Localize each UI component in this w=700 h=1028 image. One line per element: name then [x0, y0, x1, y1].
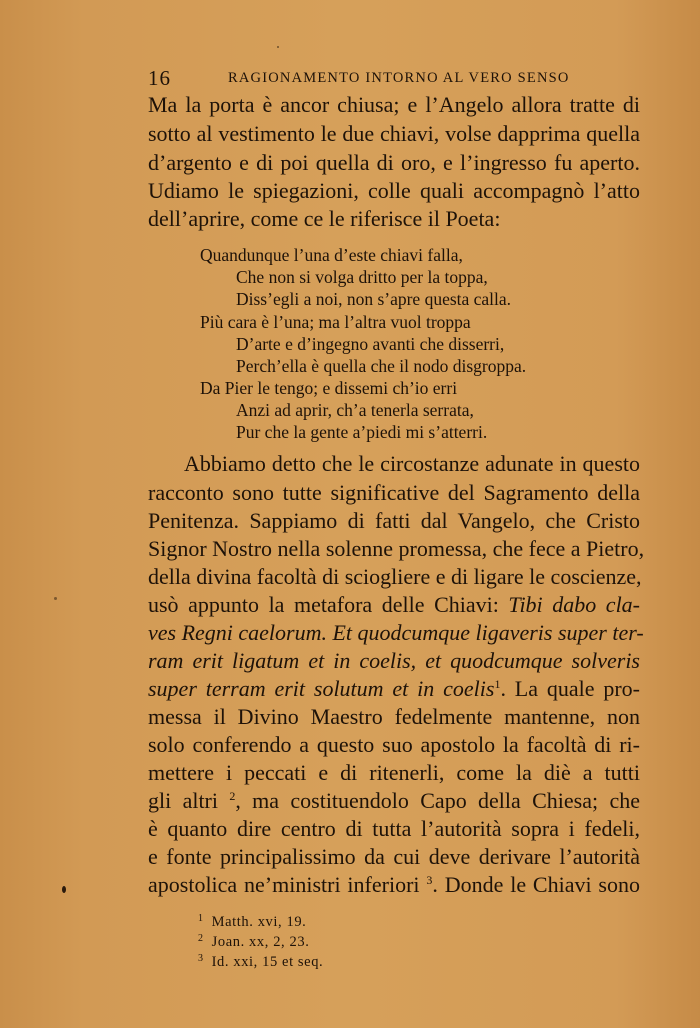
- paragraph-line: sotto al vestimento le due chiavi, volse dapprima quella: [148, 121, 640, 146]
- paragraph-line: d’argento e di poi quella di oro, e l’ingresso fu aperto.: [148, 150, 640, 175]
- footnote: [198, 950, 323, 971]
- footnote-text: Matth. xvi, 19.: [211, 914, 307, 930]
- paragraph-line: Abbiamo detto che le circostanze adunate in questo: [184, 451, 640, 476]
- paragraph-line: [148, 872, 640, 898]
- verse-line: Che non si volga dritto per la toppa,: [236, 267, 488, 287]
- verse-line: Pur che la gente a’piedi mi s’atterri.: [236, 422, 488, 442]
- footnote-mark: 2: [198, 933, 204, 944]
- verse-line: Da Pier le tengo; e dissemi ch’io erri: [200, 378, 458, 398]
- paragraph-line: e fonte principalissimo da cui deve derivare l’autorità: [148, 844, 640, 869]
- paragraph-line: solo conferendo a questo suo apostolo la facoltà di ri-: [148, 732, 640, 757]
- text-run: gli altri: [148, 788, 230, 813]
- footnote-ref: 1: [494, 677, 501, 691]
- footnote-ref: 2: [229, 789, 236, 803]
- footnote-ref: 3: [426, 873, 433, 887]
- paragraph-line: [148, 788, 640, 814]
- latin-quote: ram erit ligatum et in coelis, et quodcumque solveris: [148, 648, 640, 673]
- paragraph-line: racconto sono tutte significative del Sagramento della: [148, 480, 640, 505]
- footnote: [198, 910, 306, 931]
- paper-speck: [277, 46, 279, 48]
- text-run: , ma costituendolo Capo della Chiesa; che: [235, 788, 640, 813]
- verse-line: Anzi ad aprir, ch’a tenerla serrata,: [236, 400, 474, 420]
- paragraph-line: [148, 620, 644, 646]
- running-head: RAGIONAMENTO INTORNO AL VERO SENSO: [228, 70, 570, 86]
- page-header: [148, 66, 642, 90]
- paragraph-line: è quanto dire centro di tutta l’autorità sopra i fedeli,: [148, 816, 640, 841]
- verse-line: Diss’egli a noi, non s’apre questa calla.: [236, 289, 512, 309]
- paper-speck: [54, 597, 57, 600]
- footnote-mark: 1: [198, 913, 204, 924]
- footnote-text: Id. xxi, 15 et seq.: [211, 954, 324, 970]
- paragraph-line: dell’aprire, come ce le riferisce il Poeta:: [148, 206, 501, 231]
- latin-quote: Tibi dabo cla-: [508, 592, 641, 617]
- text-run: apostolica ne’ministri inferiori: [148, 872, 427, 897]
- latin-quote: super terram erit solutum et in coelis: [148, 676, 495, 701]
- paragraph-line: [148, 592, 640, 618]
- paper-speck: [62, 886, 66, 893]
- paragraph-line: Udiamo le spiegazioni, colle quali accompagnò l’atto: [148, 178, 640, 203]
- verse-line: Più cara è l’una; ma l’altra vuol troppa: [200, 312, 471, 332]
- text-run: . La quale pro-: [500, 676, 640, 701]
- paragraph-line: Penitenza. Sappiamo di fatti dal Vangelo, che Cristo: [148, 508, 640, 533]
- verse-line: Quandunque l’una d’este chiavi falla,: [200, 245, 463, 265]
- paragraph-line: messa il Divino Maestro fedelmente mantenne, non: [148, 704, 640, 729]
- footnote-text: Joan. xx, 2, 23.: [211, 934, 310, 950]
- footnote-mark: 3: [198, 953, 204, 964]
- paragraph-line: Ma la porta è ancor chiusa; e l’Angelo allora tratte di: [148, 92, 640, 117]
- latin-quote: ves Regni caelorum. Et quodcumque ligaveris super ter-: [148, 620, 644, 645]
- footnote: [198, 930, 309, 951]
- verse-line: Perch’ella è quella che il nodo disgroppa.: [236, 356, 527, 376]
- paragraph-line: della divina facoltà di sciogliere e di ligare le coscienze,: [148, 564, 642, 589]
- paragraph-line: [148, 648, 640, 674]
- text-run: usò appunto la metafora delle Chiavi:: [148, 592, 509, 617]
- page-number: 16: [148, 66, 171, 90]
- verse-line: D’arte e d’ingegno avanti che disserri,: [236, 334, 505, 354]
- paragraph-line: [148, 676, 640, 702]
- paragraph-line: Signor Nostro nella solenne promessa, che fece a Pietro,: [148, 536, 645, 561]
- paragraph-line: mettere i peccati e di ritenerli, come la diè a tutti: [148, 760, 640, 785]
- text-run: . Donde le Chiavi sono: [432, 872, 640, 897]
